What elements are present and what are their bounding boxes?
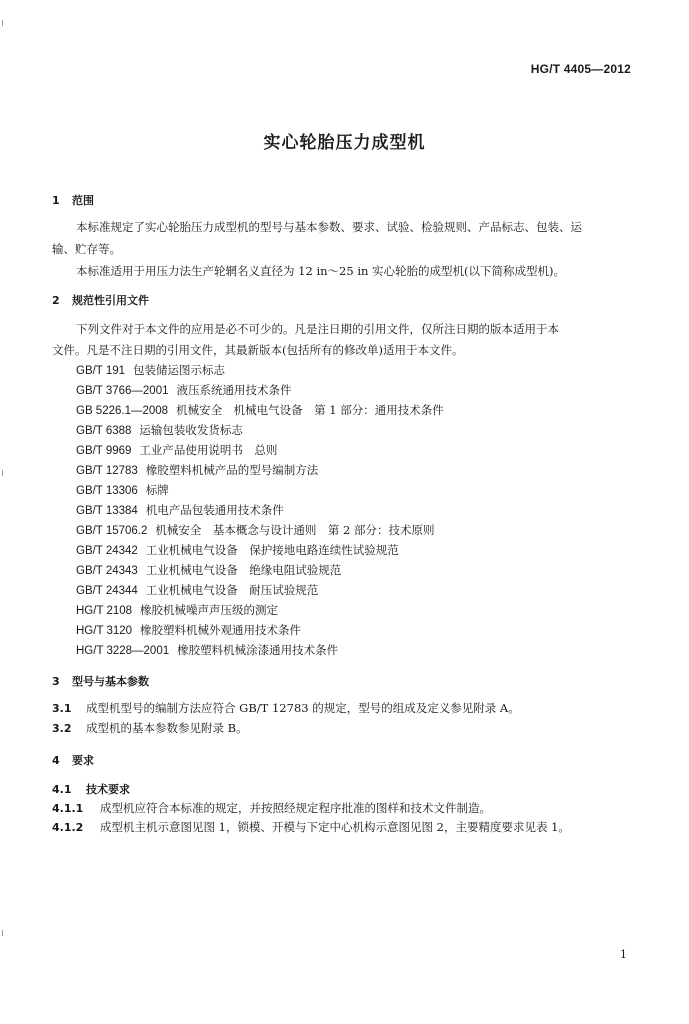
reference-item: GB/T 6388 运输包装收发货标志: [76, 423, 243, 437]
clause-3-1: 3.1 成型机型号的编制方法应符合 GB/T 12783 的规定，型号的组成及定义参见附录 A。: [52, 701, 520, 715]
section-1-paragraph-2: 本标准适用于用压力法生产轮辋名义直径为 12 in～25 in 实心轮胎的成型机(以下简称成型机)。: [76, 264, 566, 278]
reference-item: HG/T 2108 橡胶机械噪声声压级的测定: [76, 603, 279, 617]
page-number: 1: [620, 948, 627, 961]
reference-item: GB/T 191 包装储运图示标志: [76, 363, 226, 377]
section-1-paragraph-1: 本标准规定了实心轮胎压力成型机的型号与基本参数、要求、试验、检验规则、产品标志、包装、运: [76, 220, 582, 234]
section-number: 3: [52, 675, 60, 688]
section-title: 要求: [72, 754, 94, 767]
section-1-heading: [52, 192, 94, 208]
clause-4-1-1: 4.1.1 成型机应符合本标准的规定，并按照经规定程序批准的图样和技术文件制造。: [52, 801, 491, 815]
clause-3-2: 3.2 成型机的基本参数参见附录 B。: [52, 721, 248, 735]
section-2-heading: [52, 292, 149, 308]
document-title: 实心轮胎压力成型机: [263, 133, 426, 153]
section-1-paragraph-1-cont: 输、贮存等。: [52, 242, 121, 256]
section-number: 4: [52, 754, 60, 767]
standard-code: HG/T 4405—2012: [530, 62, 631, 76]
scan-edge-mark: [2, 20, 3, 26]
section-2-intro: 下列文件对于本文件的应用是必不可少的。凡是注日期的引用文件，仅所注日期的版本适用于本: [76, 322, 559, 336]
subsection-title: 技术要求: [86, 783, 130, 796]
scan-edge-mark: [2, 930, 3, 936]
clause-4-1-2: 4.1.2 成型机主机示意图见图 1，锁模、开模与下定中心机构示意图见图 2，主要精度要求见表 1。: [52, 820, 570, 834]
reference-item: GB/T 13384 机电产品包装通用技术条件: [76, 503, 284, 517]
section-4-heading: [52, 752, 94, 768]
reference-item: HG/T 3120 橡胶塑料机械外观通用技术条件: [76, 623, 302, 637]
section-title: 范围: [72, 194, 94, 207]
reference-item: GB/T 24344 工业机械电气设备 耐压试验规范: [76, 583, 319, 597]
reference-item: GB/T 24343 工业机械电气设备 绝缘电阻试验规范: [76, 563, 342, 577]
section-title: 规范性引用文件: [72, 294, 149, 307]
reference-item: GB/T 15706.2 机械安全 基本概念与设计通则 第 2 部分：技术原则: [76, 523, 435, 537]
section-3-heading: [52, 673, 149, 689]
section-2-intro-cont: 文件。凡是不注日期的引用文件，其最新版本(包括所有的修改单)适用于本文件。: [52, 343, 464, 357]
reference-item: GB/T 12783 橡胶塑料机械产品的型号编制方法: [76, 463, 319, 477]
reference-item: GB/T 9969 工业产品使用说明书 总则: [76, 443, 278, 457]
reference-item: HG/T 3228—2001 橡胶塑料机械涂漆通用技术条件: [76, 643, 339, 657]
section-number: 2: [52, 294, 60, 307]
subsection-4-1-heading: [52, 781, 130, 797]
section-number: 1: [52, 194, 60, 207]
section-title: 型号与基本参数: [72, 675, 149, 688]
reference-item: GB/T 13306 标牌: [76, 483, 169, 497]
reference-item: GB/T 3766—2001 液压系统通用技术条件: [76, 383, 292, 397]
scan-edge-mark: [2, 470, 3, 476]
reference-item: GB 5226.1—2008 机械安全 机械电气设备 第 1 部分：通用技术条件: [76, 403, 444, 417]
reference-item: GB/T 24342 工业机械电气设备 保护接地电路连续性试验规范: [76, 543, 399, 557]
subsection-number: 4.1: [52, 783, 72, 796]
